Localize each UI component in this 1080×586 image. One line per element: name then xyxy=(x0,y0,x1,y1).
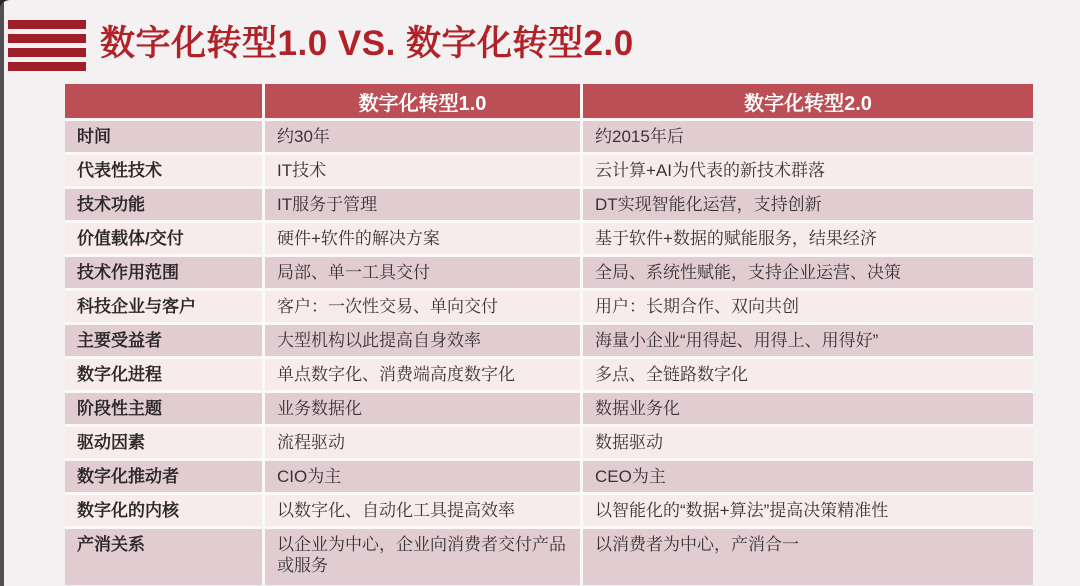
row-label-cell: 主要受益者 xyxy=(65,325,262,356)
header-cell-empty xyxy=(65,84,262,118)
cell-dt2: 多点、全链路数字化 xyxy=(583,359,1033,390)
table-grid xyxy=(65,84,1033,585)
menu-bar xyxy=(8,34,86,43)
cell-dt2: 全局、系统性赋能，支持企业运营、决策 xyxy=(583,257,1033,288)
cell-dt1: CIO为主 xyxy=(265,461,580,492)
cell-dt1: 约30年 xyxy=(265,121,580,152)
row-label-cell: 代表性技术 xyxy=(65,155,262,186)
cell-dt2: CEO为主 xyxy=(583,461,1033,492)
row-label-cell: 产消关系 xyxy=(65,529,262,585)
cell-dt1: 单点数字化、消费端高度数字化 xyxy=(265,359,580,390)
cell-dt2: 海量小企业“用得起、用得上、用得好” xyxy=(583,325,1033,356)
row-label-cell: 驱动因素 xyxy=(65,427,262,458)
row-label-cell: 时间 xyxy=(65,121,262,152)
row-label-cell: 阶段性主题 xyxy=(65,393,262,424)
cell-dt1: IT技术 xyxy=(265,155,580,186)
row-label-cell: 数字化推动者 xyxy=(65,461,262,492)
cell-dt2: 数据业务化 xyxy=(583,393,1033,424)
cell-dt1: 以数字化、自动化工具提高效率 xyxy=(265,495,580,526)
row-label-cell: 数字化的内核 xyxy=(65,495,262,526)
cell-dt2: 云计算+AI为代表的新技术群落 xyxy=(583,155,1033,186)
cell-dt2: 数据驱动 xyxy=(583,427,1033,458)
row-label-cell: 价值载体/交付 xyxy=(65,223,262,254)
header-cell-dt1: 数字化转型1.0 xyxy=(265,84,580,118)
row-label-cell: 科技企业与客户 xyxy=(65,291,262,322)
menu-bar xyxy=(8,62,86,71)
comparison-table xyxy=(65,84,1033,585)
cell-dt2: 以智能化的“数据+算法”提高决策精准性 xyxy=(583,495,1033,526)
row-label-cell: 技术功能 xyxy=(65,189,262,220)
cell-dt1: 业务数据化 xyxy=(265,393,580,424)
cell-dt2: 约2015年后 xyxy=(583,121,1033,152)
cell-dt2: 基于软件+数据的赋能服务，结果经济 xyxy=(583,223,1033,254)
cell-dt1: 局部、单一工具交付 xyxy=(265,257,580,288)
menu-bar xyxy=(8,20,86,29)
left-edge-strip xyxy=(0,0,4,586)
cell-dt1: 流程驱动 xyxy=(265,427,580,458)
cell-dt2: 以消费者为中心，产消合一 xyxy=(583,529,1033,585)
title-row xyxy=(8,16,634,71)
cell-dt1: 以企业为中心，企业向消费者交付产品或服务 xyxy=(265,529,580,585)
cell-dt1: 客户：一次性交易、单向交付 xyxy=(265,291,580,322)
page-title: 数字化转型1.0 VS. 数字化转型2.0 xyxy=(100,24,634,63)
header-cell-dt2: 数字化转型2.0 xyxy=(583,84,1033,118)
menu-bar xyxy=(8,48,86,57)
cell-dt1: IT服务于管理 xyxy=(265,189,580,220)
cell-dt2: 用户：长期合作、双向共创 xyxy=(583,291,1033,322)
row-label-cell: 技术作用范围 xyxy=(65,257,262,288)
cell-dt2: DT实现智能化运营，支持创新 xyxy=(583,189,1033,220)
cell-dt1: 硬件+软件的解决方案 xyxy=(265,223,580,254)
menu-bars-icon xyxy=(8,16,86,71)
cell-dt1: 大型机构以此提高自身效率 xyxy=(265,325,580,356)
row-label-cell: 数字化进程 xyxy=(65,359,262,390)
